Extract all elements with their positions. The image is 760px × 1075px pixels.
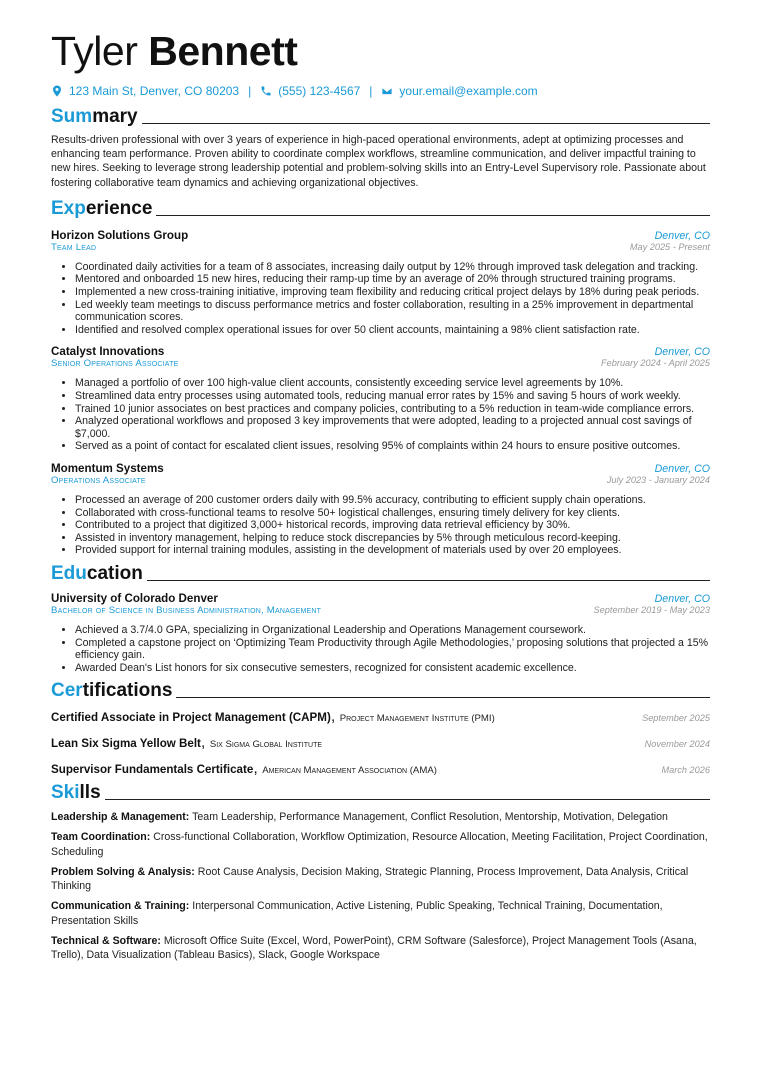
bullet-item: • Served as a point of contact for escalated client issues, resolving 95% of complaints within 24 hours to ensure positive outcomes. xyxy=(75,440,710,453)
certification-name: Certified Associate in Project Management (CAPM) xyxy=(51,711,331,725)
bullet-item: • Assisted in inventory management, helping to reduce stock discrepancies by 5% through meticulous record-keeping. xyxy=(75,532,710,545)
bullet-item: • Led weekly team meetings to discuss performance metrics and foster collaboration, resulting in a 25% improvement in departmental communication scores. xyxy=(75,299,710,324)
skill-list: Team Leadership, Performance Management, Conflict Resolution, Mentorship, Motivation, Delegation xyxy=(192,811,668,824)
envelope-icon xyxy=(381,85,393,97)
company-name: Catalyst Innovations xyxy=(51,345,165,359)
bullet-item: • Awarded Dean's List honors for six consecutive semesters, recognized for consistent academic excellence. xyxy=(75,662,710,675)
section-rule xyxy=(105,799,710,800)
section-rule xyxy=(156,215,710,216)
bullet-item: • Analyzed operational workflows and proposed 3 key improvements that were adopted, leading to a projected annual cost savings of $7,000. xyxy=(75,415,710,440)
certification-item: Certified Associate in Project Management (CAPM), Project Management Institute (PMI) September 2025 xyxy=(51,708,710,726)
skill-group xyxy=(51,830,710,858)
section-title xyxy=(51,782,101,804)
school-name: University of Colorado Denver xyxy=(51,591,218,605)
bullet-item: • Contributed to a project that digitized 3,000+ historical records, improving data retrieval efficiency by 30%. xyxy=(75,519,710,532)
phone-icon xyxy=(260,85,272,97)
bullet-item: • Mentored and onboarded 15 new hires, reducing their ramp-up time by an average of 20% through structured training programs. xyxy=(75,273,710,286)
skills-section-header xyxy=(51,782,710,804)
section-title-highlight: Ski xyxy=(51,782,80,804)
degree: Bachelor of Science in Business Administration, Management xyxy=(51,604,322,616)
section-title-rest: cation xyxy=(86,562,143,584)
section-title xyxy=(51,106,138,128)
section-rule xyxy=(147,580,710,581)
experience-entry xyxy=(51,345,710,453)
summary-text: Results-driven professional with over 3 years of experience in high-paced operational environments, adept at optimizing processes and enhancing team performance. Proven ability to coordinate complex workflows, streamline communication, and deliver impactful training to new hires. Seeking to leverage strong leadership potential and problem-solving skills into an Entry-Level Supervisory role. Passionate about fostering collaborative team dynamics and achieving organizational objectives. xyxy=(51,134,706,189)
address-text: 123 Main St, Denver, CO 80203 xyxy=(69,84,240,98)
skill-list: Microsoft Office Suite (Excel, Word, PowerPoint), CRM Software (Salesforce), Project Management Tools (Asana, Trello), Data Visualization (Tableau Basics), Slack, Google Workspace xyxy=(51,934,697,961)
certifications-section-header xyxy=(51,680,710,702)
education-section-header xyxy=(51,563,710,585)
job-location: Denver, CO xyxy=(654,229,710,242)
first-name: Tyler xyxy=(51,28,138,74)
bullet-item: • Implemented a new cross-training initiative, improving team flexibility and reducing critical project delays by 18% during peak periods. xyxy=(75,286,710,299)
job-dates: July 2023 - January 2024 xyxy=(606,474,710,485)
bullet-item: • Managed a portfolio of over 100 high-value client accounts, consistently exceeding service level agreements by 10%. xyxy=(75,377,710,390)
skill-list: Root Cause Analysis, Decision Making, Strategic Planning, Process Improvement, Data Analysis, Critical Thinking xyxy=(51,865,689,893)
bullet-item: • Identified and resolved complex operational issues for over 50 client accounts, maintaining a 98% client satisfaction rate. xyxy=(75,324,710,337)
section-title-highlight: Sum xyxy=(51,106,93,127)
job-bullets xyxy=(51,261,710,337)
candidate-name xyxy=(51,28,710,74)
skill-list: Cross-functional Collaboration, Workflow Optimization, Resource Allocation, Meeting Facilitation, Project Coordination, Scheduling xyxy=(51,831,708,858)
section-rule xyxy=(176,697,710,698)
skill-group xyxy=(51,865,710,893)
section-title-rest: lls xyxy=(79,782,101,804)
email-link[interactable]: your.email@example.com xyxy=(399,84,538,98)
contact-line xyxy=(51,84,710,98)
skill-category: Leadership & Management: xyxy=(51,811,190,824)
education-dates: September 2019 - May 2023 xyxy=(593,604,710,615)
experience-section-header xyxy=(51,198,710,220)
experience-entry xyxy=(51,229,710,337)
skill-category: Communication & Training: xyxy=(51,900,190,913)
section-title-highlight: Edu xyxy=(51,562,87,584)
bullet-item: • Provided support for internal training modules, assisting in the development of materials used by over 20 employees. xyxy=(75,544,710,557)
skill-list: Interpersonal Communication, Active Listening, Public Speaking, Technical Training, Documentation, Presentation Skills xyxy=(51,900,663,927)
job-dates: February 2024 - April 2025 xyxy=(601,358,710,369)
phone-item xyxy=(260,84,360,98)
skill-category: Team Coordination: xyxy=(51,831,151,844)
certification-date: November 2024 xyxy=(644,739,710,750)
section-title xyxy=(51,198,152,220)
skill-category: Problem Solving & Analysis: xyxy=(51,865,195,878)
job-title: Senior Operations Associate xyxy=(51,358,179,370)
certification-date: September 2025 xyxy=(642,713,710,724)
skill-category: Technical & Software: xyxy=(51,934,161,947)
bullet-item: • Processed an average of 200 customer orders daily with 99.5% accuracy, contributing to efficient supply chain operations. xyxy=(75,494,710,507)
job-title: Operations Associate xyxy=(51,474,146,486)
contact-separator: | xyxy=(369,84,373,98)
skill-group xyxy=(51,810,710,824)
section-rule xyxy=(142,123,710,124)
bullet-item: • Collaborated with cross-functional teams to resolve 50+ logistical challenges, ensuring timely delivery for key clients. xyxy=(75,507,710,520)
education-bullets xyxy=(51,624,710,674)
certification-item: Supervisor Fundamentals Certificate, American Management Association (AMA) March 2026 xyxy=(51,760,710,778)
last-name: Bennett xyxy=(148,28,298,74)
certification-issuer: Six Sigma Global Institute xyxy=(209,739,323,751)
education-entry xyxy=(51,592,710,674)
bullet-item: • Trained 10 junior associates on best practices and company policies, contributing to a 5% reduction in team-wide compliance errors. xyxy=(75,403,710,416)
job-location: Denver, CO xyxy=(654,462,710,475)
company-name: Horizon Solutions Group xyxy=(51,228,189,242)
bullet-item: • Achieved a 3.7/4.0 GPA, specializing in Organizational Leadership and Operations Management coursework. xyxy=(75,624,710,637)
certification-date: March 2026 xyxy=(661,765,710,776)
section-title-rest: mary xyxy=(92,106,138,127)
phone-text: (555) 123-4567 xyxy=(278,84,361,98)
job-bullets xyxy=(51,377,710,453)
experience-entry xyxy=(51,462,710,557)
map-marker-icon xyxy=(51,85,63,97)
email-item xyxy=(381,84,537,98)
contact-separator: | xyxy=(248,84,252,98)
job-bullets xyxy=(51,494,710,557)
job-title: Team Lead xyxy=(51,241,97,253)
address-item xyxy=(51,84,239,98)
certification-issuer: American Management Association (AMA) xyxy=(262,765,437,777)
bullet-item: • Coordinated daily activities for a team of 8 associates, increasing daily output by 12% through improved task delegation and tracking. xyxy=(75,261,710,274)
bullet-item: • Completed a capstone project on ‘Optimizing Team Productivity through Agile Methodologies,’ proposing solutions that projected a 15% efficiency gain. xyxy=(75,637,710,662)
skill-group xyxy=(51,899,710,927)
certification-issuer: Project Management Institute (PMI) xyxy=(339,713,495,725)
certification-name: Lean Six Sigma Yellow Belt xyxy=(51,737,201,751)
company-name: Momentum Systems xyxy=(51,461,164,475)
section-title xyxy=(51,680,172,702)
certification-item: Lean Six Sigma Yellow Belt, Six Sigma Global Institute November 2024 xyxy=(51,734,710,752)
school-location: Denver, CO xyxy=(654,592,710,605)
summary-section-header xyxy=(51,106,710,128)
section-title-highlight: Cer xyxy=(51,680,83,702)
job-location: Denver, CO xyxy=(654,346,710,359)
certification-name: Supervisor Fundamentals Certificate xyxy=(51,763,254,777)
section-title-rest: erience xyxy=(85,197,153,219)
job-dates: May 2025 - Present xyxy=(629,241,710,252)
section-title xyxy=(51,563,143,585)
section-title-rest: tifications xyxy=(82,680,173,702)
skill-group xyxy=(51,934,710,962)
section-title-highlight: Exp xyxy=(51,197,86,219)
bullet-item: • Streamlined data entry processes using automated tools, reducing manual error rates by 15% and saving 5 hours of work weekly. xyxy=(75,390,710,403)
